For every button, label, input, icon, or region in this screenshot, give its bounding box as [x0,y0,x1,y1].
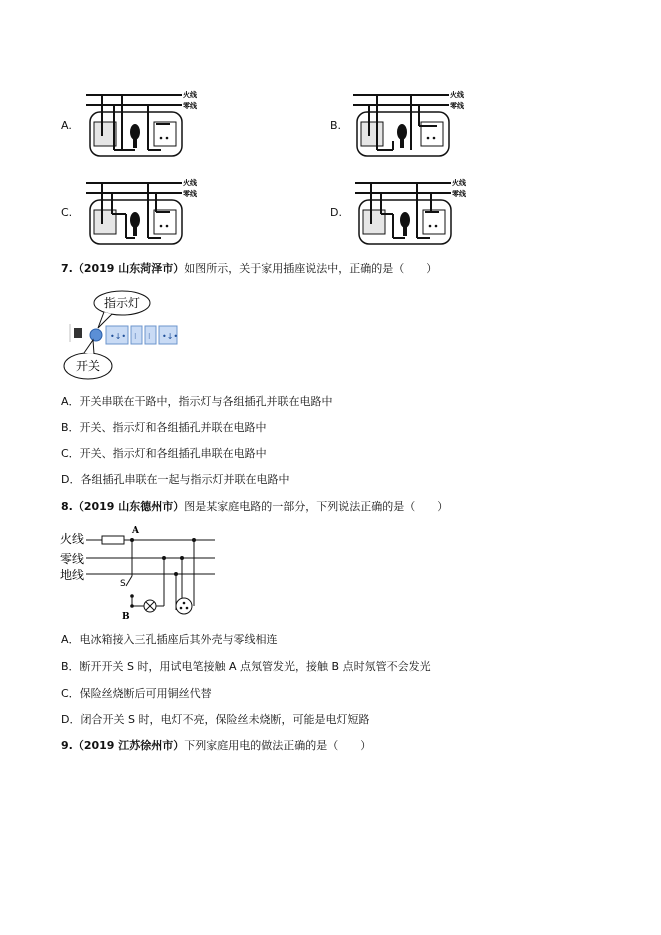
q6-d-zero-label: 零线 [452,190,466,198]
q6-b-zero-label: 零线 [450,102,464,110]
q8-question [61,500,448,514]
svg-text:•↓•: •↓• [110,332,127,341]
q6-b-fire-label: 火线 [450,91,464,99]
q9-source: （2019 江苏徐州市） [72,739,185,752]
q6-option-d-letter: D. [330,206,342,219]
q8-fire-label: 火线 [60,532,85,546]
q6-d-fire-label: 火线 [452,179,466,187]
q8-number: 8. [61,500,73,513]
q7-option-c: C．开关、指示灯和各组插孔串联在电路中 [61,447,267,460]
q7-option-d: D．各组插孔串联在一起与指示灯并联在电路中 [61,473,290,486]
q6-option-c-letter: C. [61,206,73,219]
q7-number: 7. [61,262,73,275]
q9-question [61,739,371,753]
q6-option-d-figure [355,174,475,246]
indicator-light-label: 指示灯 [103,296,141,310]
q6-c-fire-label: 火线 [183,179,197,187]
q8-stem: 图是某家庭电路的一部分，下列说法正确的是（ ） [184,500,449,513]
point-b-label: B [122,612,130,622]
q8-zero-label: 零线 [60,552,85,566]
switch-label: 开关 [75,359,101,373]
q7-source: （2019 山东菏泽市） [72,262,185,275]
q6-option-b-figure [353,86,473,158]
switch-s-label: S [120,579,126,589]
q6-option-a-letter: A. [61,119,72,132]
q6-a-fire-label: 火线 [183,91,197,99]
q7-power-strip-figure [60,290,185,382]
q8-source: （2019 山东德州市） [72,500,185,513]
svg-text:⁝: ⁝ [148,332,151,341]
q7-stem: 如图所示，关于家用插座说法中，正确的是（ ） [184,262,438,275]
q8-circuit-figure [60,524,230,624]
q8-option-a: A．电冰箱接入三孔插座后其外壳与零线相连 [61,633,278,646]
q8-option-d: D．闭合开关 S 时，电灯不亮，保险丝未烧断，可能是电灯短路 [61,713,370,726]
q6-a-zero-label: 零线 [183,102,197,110]
q6-option-a-figure [86,86,206,158]
q8-ground-label: 地线 [60,568,85,582]
q7-option-a: A．开关串联在干路中，指示灯与各组插孔并联在电路中 [61,395,333,408]
q9-number: 9. [61,739,73,752]
svg-text:⁝: ⁝ [134,332,137,341]
q6-option-b-letter: B. [330,119,342,132]
q9-stem: 下列家庭用电的做法正确的是（ ） [184,739,372,752]
q6-option-c-figure [86,174,206,246]
q6-c-zero-label: 零线 [183,190,197,198]
point-a-label: A [132,526,139,536]
q8-option-c: C．保险丝烧断后可用铜丝代替 [61,687,212,700]
q7-question [61,262,437,276]
q7-option-b: B．开关、指示灯和各组插孔并联在电路中 [61,421,267,434]
svg-text:•↓•: •↓• [162,332,179,341]
q8-option-b: B．断开开关 S 时，用试电笔接触 A 点氖管发光，接触 B 点时氖管不会发光 [61,660,431,673]
